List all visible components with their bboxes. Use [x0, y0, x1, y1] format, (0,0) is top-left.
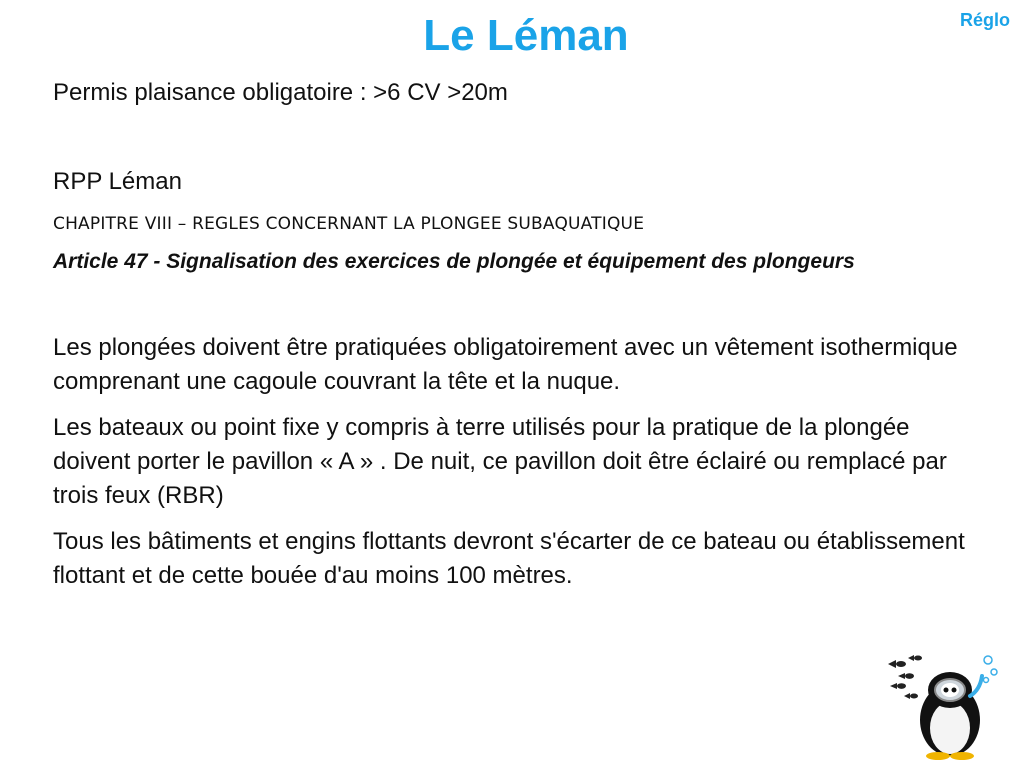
article-heading: Article 47 - Signalisation des exercices de plongée et équipement des plongeurs	[53, 250, 855, 273]
diver-penguin-icon	[884, 650, 1014, 760]
paragraph-2: Les bateaux ou point fixe y compris à terre utilisés pour la pratique de la plongée doivent porter le pavillon « A » . De nuit, ce pavillon doit être éclairé ou remplacé par trois feux (RBR)	[53, 414, 947, 509]
rpp-line: RPP Léman	[53, 168, 182, 195]
permis-line: Permis plaisance obligatoire : >6 CV >20m	[53, 79, 508, 106]
chapter-heading: CHAPITRE VIII – REGLES CONCERNANT LA PLONGEE SUBAQUATIQUE	[53, 214, 645, 234]
corner-tag: Réglo	[959, 10, 1010, 30]
slide-title: Le Léman	[423, 11, 629, 60]
paragraph-3: Tous les bâtiments et engins flottants devront s'écarter de ce bateau ou établissement flottant et de cette bouée d'au moins 100 mètres.	[53, 528, 965, 589]
paragraph-1: Les plongées doivent être pratiquées obligatoirement avec un vêtement isothermique comprenant une cagoule couvrant la tête et la nuque.	[53, 334, 958, 395]
slide-content	[53, 76, 973, 593]
